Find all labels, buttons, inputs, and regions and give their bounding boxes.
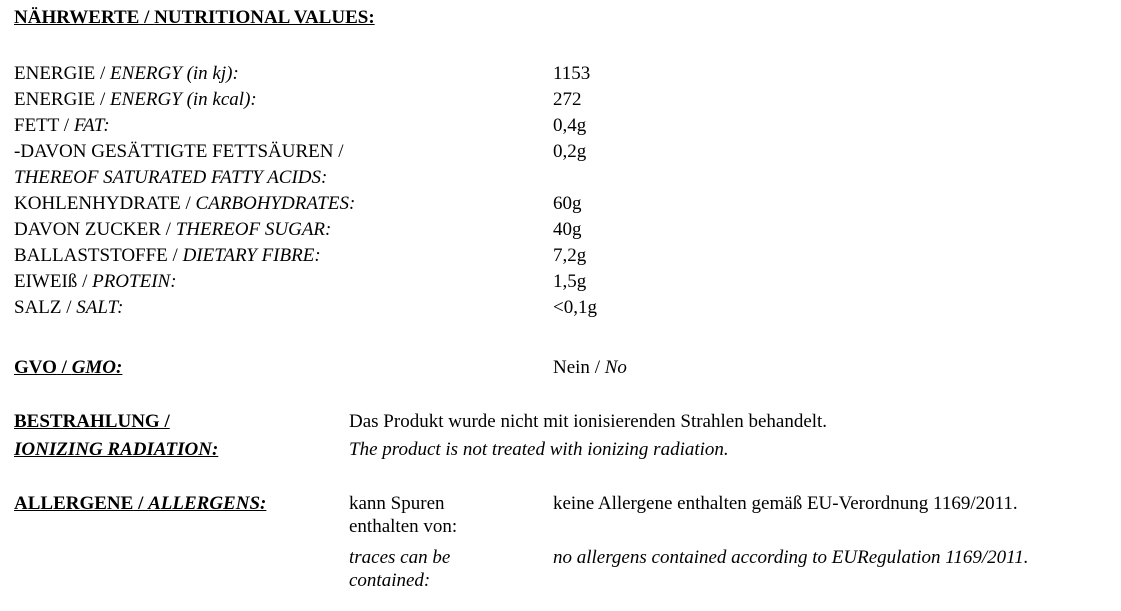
nutrition-label-separator-3: / — [333, 141, 344, 162]
nutrition-row-label-1 — [14, 88, 257, 111]
nutrition-label-en-0: ENERGY (in kj): — [110, 63, 239, 84]
nutrition-value-3: 0,2g — [553, 141, 587, 162]
nutrition-label-de-9: SALZ — [14, 297, 62, 318]
nutrition-label-en-8: PROTEIN: — [92, 271, 177, 292]
page-title-separator: / — [139, 7, 155, 28]
allergens-label-de: ALLERGENE — [14, 493, 134, 514]
gmo-value-en: No — [604, 357, 627, 378]
nutrition-value-6: 40g — [553, 219, 582, 240]
nutrition-value-0: 1153 — [553, 63, 591, 84]
nutrition-value-2: 0,4g — [553, 115, 587, 136]
allergens-label — [14, 492, 266, 515]
nutrition-label-de-2: FETT — [14, 115, 60, 136]
allergens-text-de: keine Allergene enthalten gemäß EU-Verordnung 1169/2011. — [553, 493, 1018, 514]
allergens-label-en: ALLERGENS: — [148, 493, 267, 514]
nutrition-value-1: 272 — [553, 89, 582, 110]
nutrition-label-separator-1: / — [95, 89, 111, 110]
nutrition-label-en-6: THEREOF SUGAR: — [175, 219, 332, 240]
radiation-text-en: The product is not treated with ionizing radiation. — [349, 439, 729, 460]
page-title-de: NÄHRWERTE — [14, 7, 140, 28]
radiation-label-de: BESTRAHLUNG / — [14, 411, 170, 432]
nutrition-row-label-8 — [14, 270, 177, 293]
nutrition-label-separator-6: / — [160, 219, 176, 240]
nutrition-value-8: 1,5g — [553, 271, 587, 292]
nutrition-label-de-8: EIWEIß — [14, 271, 78, 292]
nutrition-label-de-5: KOHLENHYDRATE — [14, 193, 181, 214]
nutrition-row-label-3 — [14, 140, 344, 163]
nutrition-row-label-6 — [14, 218, 331, 241]
nutrition-label-de-6: DAVON ZUCKER — [14, 219, 161, 240]
nutrition-row-label-9 — [14, 296, 123, 319]
radiation-text-de: Das Produkt wurde nicht mit ionisierenden Strahlen behandelt. — [349, 411, 828, 432]
allergens-mid-en: traces can be contained: — [349, 547, 451, 591]
allergens-mid-de: kann Spuren enthalten von: — [349, 493, 458, 537]
nutrition-label-en-1: ENERGY (in kcal): — [110, 89, 257, 110]
page-title-en: NUTRITIONAL VALUES: — [154, 7, 375, 28]
gmo-label-separator: / — [56, 357, 72, 378]
allergens-text-en: no allergens contained according to EURegulation 1169/2011. — [553, 547, 1029, 568]
nutrition-label-en-5: CARBOHYDRATES: — [195, 193, 356, 214]
allergens-label-separator: / — [133, 493, 149, 514]
gmo-label-en: GMO: — [71, 357, 123, 378]
nutrition-label-separator-7: / — [167, 245, 183, 266]
radiation-label-en: IONIZING RADIATION: — [14, 439, 219, 460]
nutrition-label-de-0: ENERGIE — [14, 63, 96, 84]
nutrition-label-separator-8: / — [77, 271, 93, 292]
gmo-value — [553, 356, 627, 379]
nutrition-row-label-2 — [14, 114, 110, 137]
gmo-label-de: GVO — [14, 357, 57, 378]
nutrition-label-en-7: DIETARY FIBRE: — [182, 245, 321, 266]
nutrition-label-separator-2: / — [59, 115, 74, 136]
nutrition-label-en-9: SALT: — [76, 297, 124, 318]
gmo-value-de: Nein — [553, 357, 590, 378]
nutrition-value-7: 7,2g — [553, 245, 587, 266]
nutrition-row-label-5 — [14, 192, 355, 215]
nutrition-value-9: <0,1g — [553, 297, 597, 318]
nutrition-label-en-4: THEREOF SATURATED FATTY ACIDS: — [14, 167, 328, 188]
nutrition-label-separator-5: / — [180, 193, 196, 214]
nutrition-row-label-0 — [14, 62, 239, 85]
nutrition-label-de-7: BALLASTSTOFFE — [14, 245, 168, 266]
nutrition-label-de-3: -DAVON GESÄTTIGTE FETTSÄUREN — [14, 141, 334, 162]
nutrition-label-separator-0: / — [95, 63, 111, 84]
gmo-value-separator: / — [589, 357, 605, 378]
nutrition-row-label-7 — [14, 244, 321, 267]
nutrition-label-separator-9: / — [61, 297, 77, 318]
nutrition-label-en-2: FAT: — [73, 115, 110, 136]
page-title — [14, 6, 375, 29]
nutrition-label-de-1: ENERGIE — [14, 89, 96, 110]
gmo-label — [14, 356, 122, 379]
nutrition-value-5: 60g — [553, 193, 582, 214]
